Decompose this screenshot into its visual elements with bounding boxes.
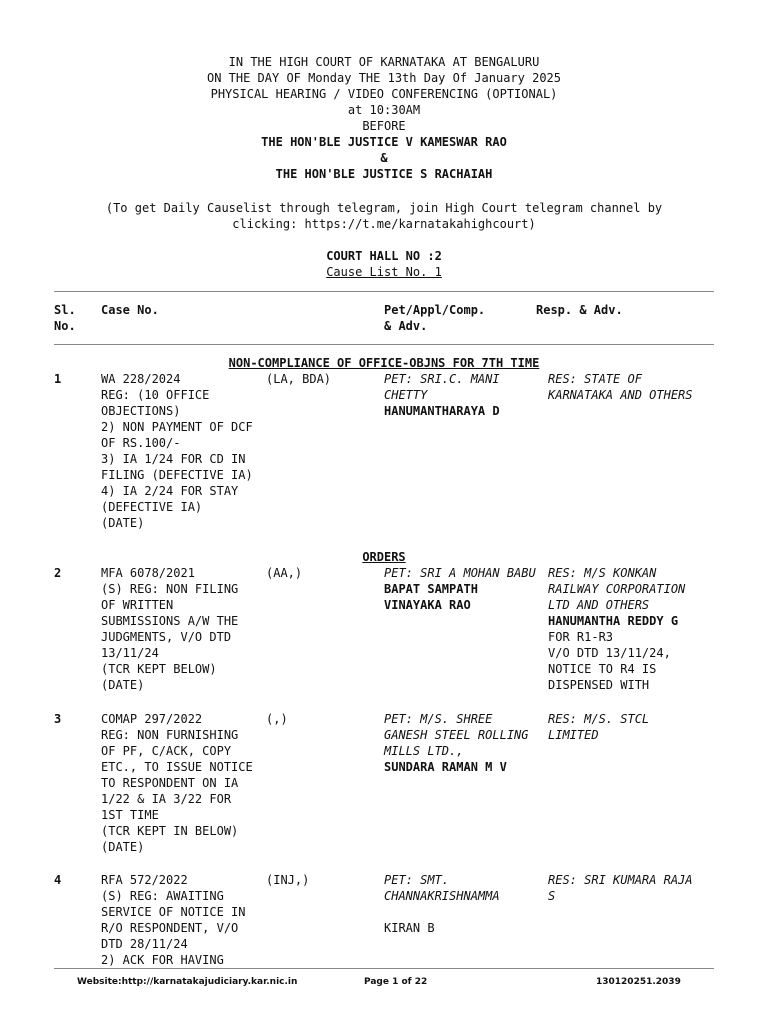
row-respondent: RES: STATE OF KARNATAKA AND OTHERS <box>548 372 693 402</box>
footer-website: Website:http://karnatakajudiciary.kar.nic.in <box>77 977 298 987</box>
telegram-line-1: (To get Daily Causelist through telegram, join High Court telegram channel by <box>105 201 663 215</box>
section-heading: NON-COMPLIANCE OF OFFICE-OBJNS FOR 7TH TIME <box>228 356 540 370</box>
hearing-date: ON THE DAY OF Monday THE 13th Day Of January 2025 <box>206 71 561 85</box>
section-heading: ORDERS <box>362 550 406 564</box>
row-pet-advocate: SUNDARA RAMAN M V <box>384 760 507 774</box>
row-tag: (AA,) <box>266 566 303 580</box>
col-header-pet: Pet/Appl/Comp. & Adv. <box>384 303 486 333</box>
row-respondent: RES: M/S KONKAN RAILWAY CORPORATION LTD AND OTHERS <box>548 566 686 612</box>
row-tag: (LA, BDA) <box>266 372 332 386</box>
row-petitioner: PET: SRI.C. MANI CHETTY <box>384 372 500 402</box>
before-label: BEFORE <box>362 119 406 133</box>
row-tag: (INJ,) <box>266 873 310 887</box>
col-header-case: Case No. <box>101 303 159 317</box>
row-petitioner: PET: M/S. SHREE GANESH STEEL ROLLING MILLS LTD., <box>384 712 529 758</box>
row-respondent: RES: SRI KUMARA RAJA S <box>548 873 693 903</box>
col-header-sl: Sl. No. <box>54 303 76 333</box>
row-sl: 1 <box>54 372 62 386</box>
row-pet-advocate: KIRAN B <box>384 921 435 935</box>
court-hall-block <box>0 248 768 280</box>
cause-list-number: Cause List No. 1 <box>326 265 442 279</box>
row-case: RFA 572/2022 (S) REG: AWAITING SERVICE OF NOTICE IN R/O RESPONDENT, V/O DTD 28/11/24 2) ACK FOR HAVING <box>101 873 246 967</box>
row-case: COMAP 297/2022 REG: NON FURNISHING OF PF, C/ACK, COPY ETC., TO ISSUE NOTICE TO RESPONDENT ON IA 1/22 & IA 3/22 FOR 1ST TIME (TCR KEPT IN BELOW) (DATE) <box>101 712 253 854</box>
top-divider <box>54 291 714 292</box>
row-respondent: RES: M/S. STCL LIMITED <box>548 712 650 742</box>
row-case: WA 228/2024 REG: (10 OFFICE OBJECTIONS) 2) NON PAYMENT OF DCF OF RS.100/- 3) IA 1/24 FOR CD IN FILING (DEFECTIVE IA) 4) IA 2/24 FOR STAY (DEFECTIVE IA) (DATE) <box>101 372 253 530</box>
judge-1: THE HON'BLE JUSTICE V KAMESWAR RAO <box>261 135 507 149</box>
telegram-line-2: clicking: https://t.me/karnatakahighcourt) <box>232 217 536 231</box>
row-petitioner: PET: SMT. CHANNAKRISHNAMMA <box>384 873 500 903</box>
row-sl: 2 <box>54 566 62 580</box>
row-resp-advocate: HANUMANTHA REDDY G <box>548 614 679 628</box>
ampersand: & <box>380 151 388 165</box>
telegram-note <box>0 200 768 232</box>
header-divider <box>54 344 714 345</box>
row-case: MFA 6078/2021 (S) REG: NON FILING OF WRITTEN SUBMISSIONS A/W THE JUDGMENTS, V/O DTD 13/11/24 (TCR KEPT BELOW) (DATE) <box>101 566 239 692</box>
row-pet-advocate: BAPAT SAMPATH VINAYAKA RAO <box>384 582 478 612</box>
col-header-resp: Resp. & Adv. <box>536 303 623 317</box>
court-header <box>0 54 768 182</box>
hearing-time: at 10:30AM <box>347 103 421 117</box>
footer-divider <box>54 968 714 969</box>
row-resp-note: FOR R1-R3 V/O DTD 13/11/24, NOTICE TO R4 IS DISPENSED WITH <box>548 630 671 692</box>
footer-page-number: Page 1 of 22 <box>364 977 428 987</box>
court-name: IN THE HIGH COURT OF KARNATAKA AT BENGALURU <box>228 55 540 69</box>
footer-code: 130120251.2039 <box>596 977 681 987</box>
row-sl: 4 <box>54 873 62 887</box>
row-petitioner: PET: SRI A MOHAN BABU <box>384 566 536 580</box>
row-pet-advocate: HANUMANTHARAYA D <box>384 404 500 418</box>
row-tag: (,) <box>266 712 288 726</box>
court-hall-number: COURT HALL NO :2 <box>326 249 442 263</box>
judge-2: THE HON'BLE JUSTICE S RACHAIAH <box>275 167 493 181</box>
row-sl: 3 <box>54 712 62 726</box>
hearing-mode: PHYSICAL HEARING / VIDEO CONFERENCING (OPTIONAL) <box>210 87 558 101</box>
